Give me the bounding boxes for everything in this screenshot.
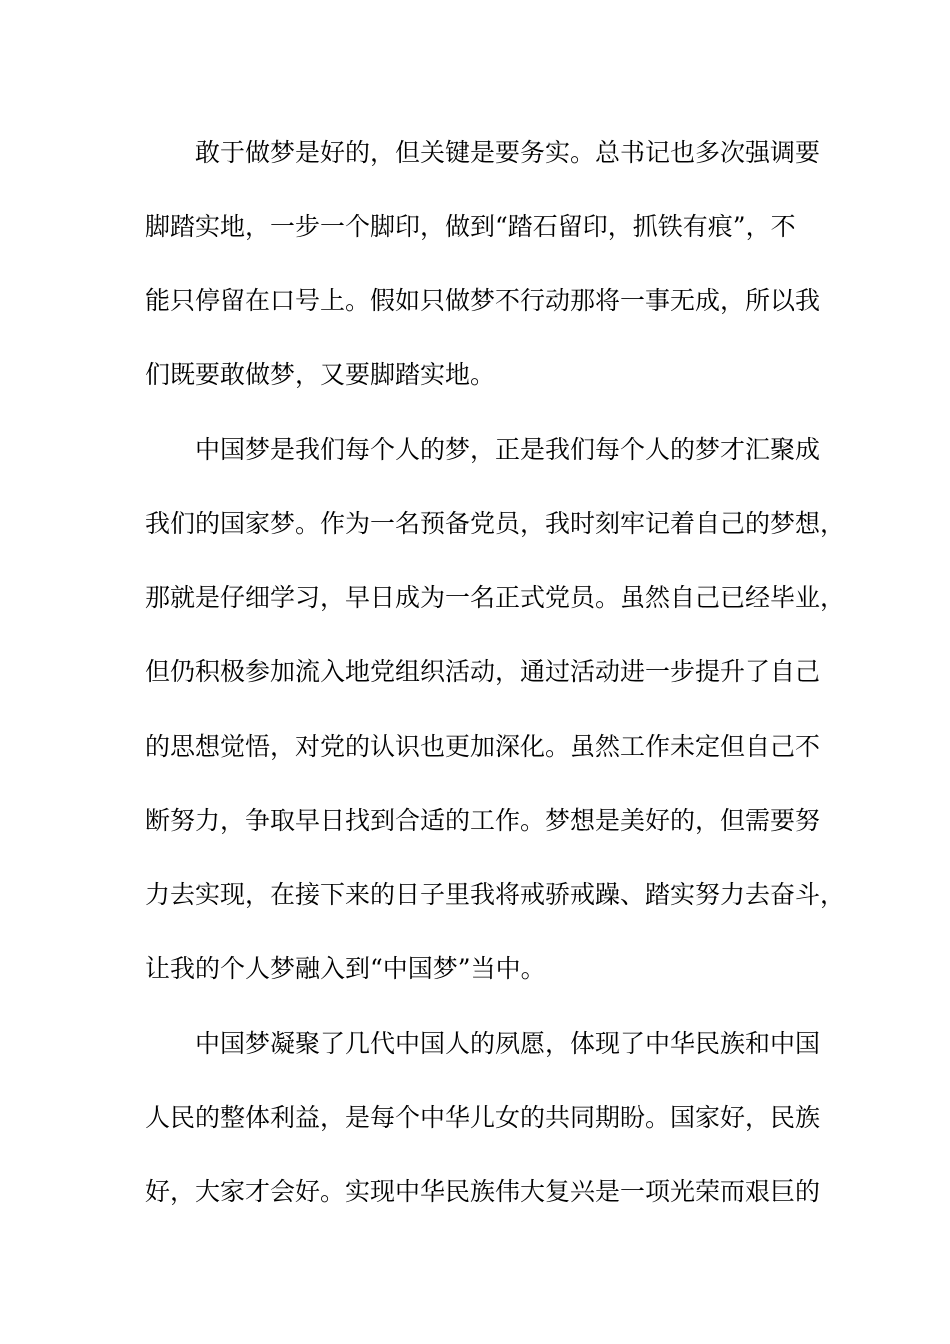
paragraph-2-line-5: 的思想觉悟，对党的认识也更加深化。虽然工作未定但自己不 bbox=[145, 732, 821, 761]
paragraph-2-line-8: 让我的个人梦融入到“中国梦”当中。 bbox=[145, 954, 546, 983]
paragraph-1-line-3: 能只停留在口号上。假如只做梦不行动那将一事无成，所以我 bbox=[145, 286, 821, 315]
paragraph-2-line-7: 力去实现，在接下来的日子里我将戒骄戒躁、踏实努力去奋斗， bbox=[145, 880, 846, 909]
paragraph-2-line-1: 中国梦是我们每个人的梦，正是我们每个人的梦才汇聚成 bbox=[195, 435, 821, 464]
paragraph-1-line-1: 敢于做梦是好的，但关键是要务实。总书记也多次强调要 bbox=[195, 138, 821, 167]
paragraph-2-line-2: 我们的国家梦。作为一名预备党员，我时刻牢记着自己的梦想， bbox=[145, 509, 846, 538]
paragraph-3-line-1: 中国梦凝聚了几代中国人的夙愿，体现了中华民族和中国 bbox=[195, 1029, 821, 1058]
paragraph-2-line-6: 断努力，争取早日找到合适的工作。梦想是美好的，但需要努 bbox=[145, 806, 821, 835]
paragraph-2-line-4: 但仍积极参加流入地党组织活动，通过活动进一步提升了自己 bbox=[145, 657, 821, 686]
paragraph-2-line-3: 那就是仔细学习，早日成为一名正式党员。虽然自己已经毕业， bbox=[145, 583, 846, 612]
paragraph-3-line-2: 人民的整体利益，是每个中华儿女的共同期盼。国家好，民族 bbox=[145, 1103, 821, 1132]
paragraph-1-line-4: 们既要敢做梦，又要脚踏实地。 bbox=[145, 360, 496, 389]
paragraph-1-line-2: 脚踏实地，一步一个脚印，做到“踏石留印，抓铁有痕”，不 bbox=[145, 212, 796, 241]
paragraph-3-line-3: 好，大家才会好。实现中华民族伟大复兴是一项光荣而艰巨的 bbox=[145, 1177, 821, 1206]
